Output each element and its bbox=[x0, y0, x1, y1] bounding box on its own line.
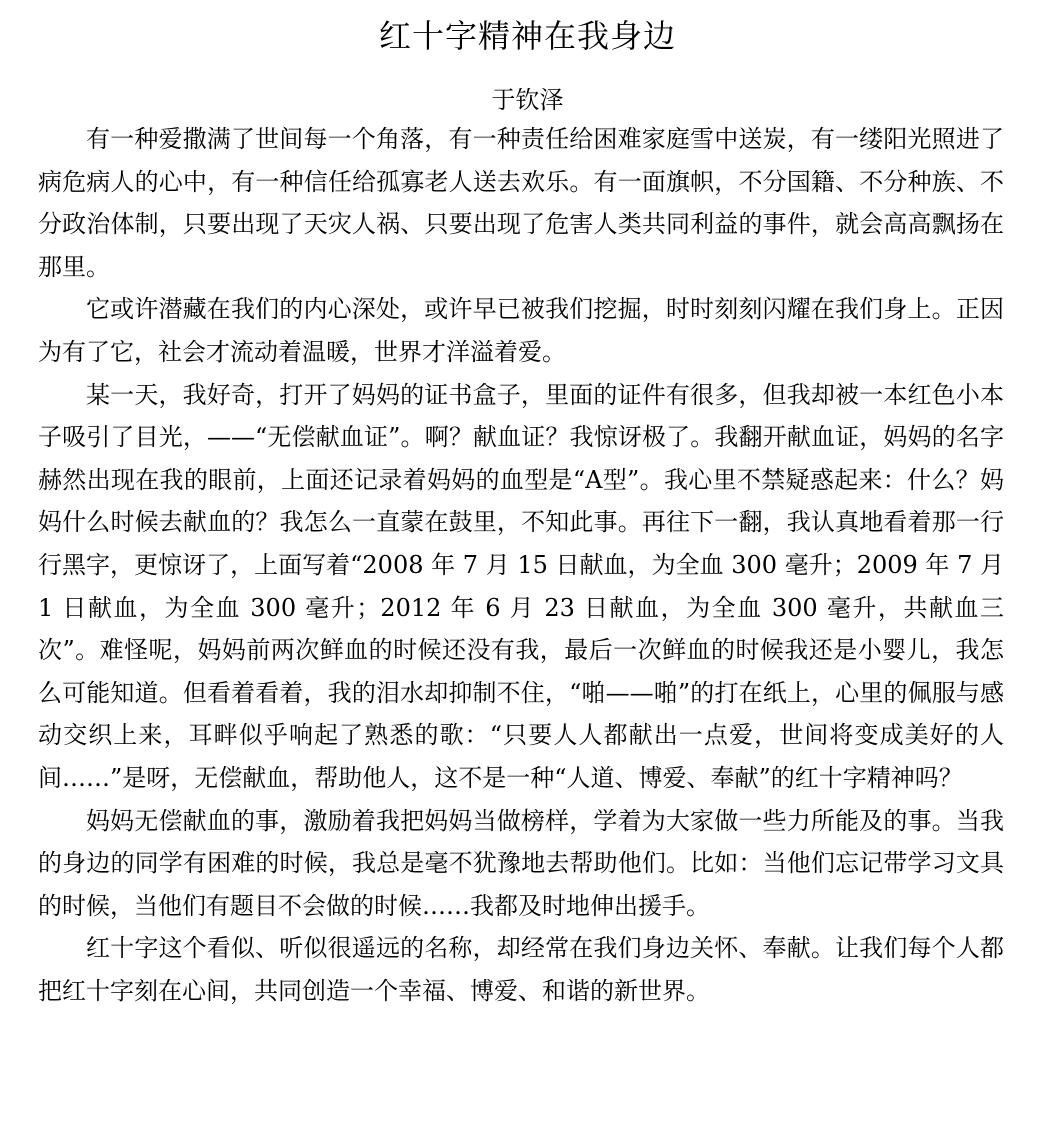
paragraph-1: 有一种爱撒满了世间每一个角落，有一种责任给困难家庭雪中送炭，有一缕阳光照进了病危病人的心中，有一种信任给孤寡老人送去欢乐。有一面旗帜，不分国籍、不分种族、不分政治体制，只要出现了天灾人祸、只要出现了危害人类共同利益的事件，就会高高飘扬在那里。 bbox=[38, 125, 1004, 281]
paragraph-2: 它或许潜藏在我们的内心深处，或许早已被我们挖掘，时时刻刻闪耀在我们身上。正因为有了它，社会才流动着温暖，世界才洋溢着爱。 bbox=[38, 295, 1004, 366]
essay-body bbox=[38, 118, 1004, 1012]
essay-title: 红十字精神在我身边 bbox=[378, 17, 676, 55]
author-name: 于钦泽 bbox=[491, 86, 564, 114]
paragraph-3: 某一天，我好奇，打开了妈妈的证书盒子，里面的证件有很多，但我却被一本红色小本子吸引了目光，——“无偿献血证”。啊？献血证？我惊讶极了。我翻开献血证，妈妈的名字赫然出现在我的眼前，上面还记录着妈妈的血型是“A型”。我心里不禁疑惑起来：什么？妈妈什么时候去献血的？我怎么一直蒙在鼓里，不知此事。再往下一翻，我认真地看着那一行行黑字，更惊讶了，上面写着“2008 年 7 月 15 日献血，为全血 300 毫升；2009 年 7 月 1 日献血，为全血 300 毫升；2012 年 6 月 23 日献血，为全血 300 毫升，共献血三次”。难怪呢，妈妈前两次鲜血的时候还没有我，最后一次鲜血的时候我还是小婴儿，我怎么可能知道。但看着看着，我的泪水却抑制不住，“啪——啪”的打在纸上，心里的佩服与感动交织上来，耳畔似乎响起了熟悉的歌：“只要人人都献出一点爱，世间将变成美好的人间……”是呀，无偿献血，帮助他人，这不是一种“人道、博爱、奉献”的红十字精神吗？ bbox=[38, 380, 1004, 792]
paragraph-5: 红十字这个看似、听似很遥远的名称，却经常在我们身边关怀、奉献。让我们每个人都把红十字刻在心间，共同创造一个幸福、博爱、和谐的新世界。 bbox=[38, 934, 1004, 1005]
paragraph-4: 妈妈无偿献血的事，激励着我把妈妈当做榜样，学着为大家做一些力所能及的事。当我的身边的同学有困难的时候，我总是毫不犹豫地去帮助他们。比如：当他们忘记带学习文具的时候，当他们有题目不会做的时候……我都及时地伸出援手。 bbox=[38, 806, 1004, 920]
